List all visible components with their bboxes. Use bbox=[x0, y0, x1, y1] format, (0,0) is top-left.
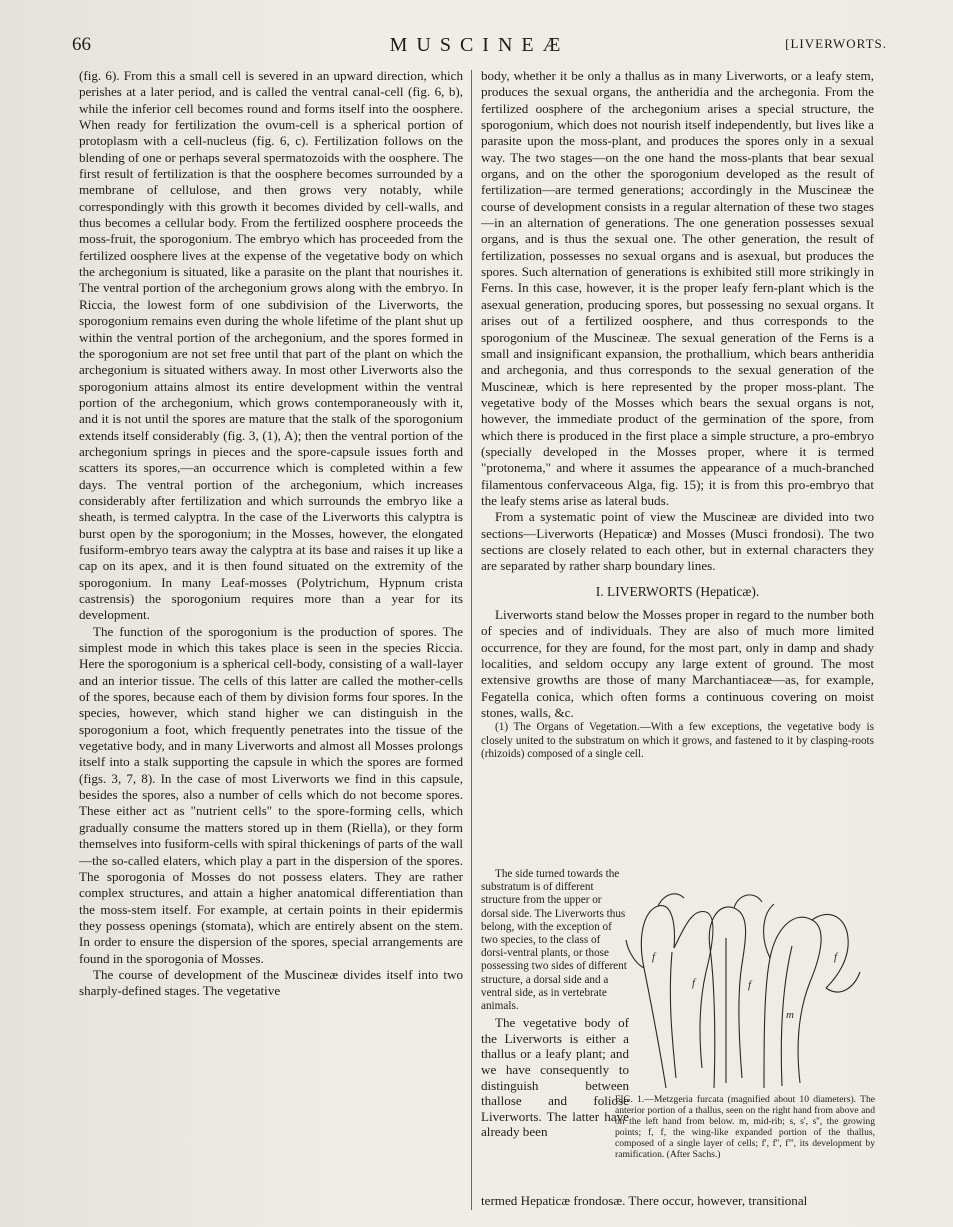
label-f-left: f bbox=[652, 951, 656, 963]
right-column-wrap bbox=[481, 868, 629, 1193]
section-label: [LIVERWORTS. bbox=[785, 36, 887, 51]
right-paragraph-3: Liverworts stand below the Mosses proper in regard to the number both of species and of individuals. They are also of much more limited occurrence, for they are found, for the most part, only in damp and shady localities, and seldom occupy any large extent of ground. The most extensive growths are those of many Marchantiaceæ—as, for example, Fegatella conica, which often forms a continuous covering on moist stones, walls, &c. bbox=[481, 607, 874, 721]
right-paragraph-2: From a systematic point of view the Muscineæ are divided into two sections—Liverworts (Hepaticæ) and Mosses (Musci frondosi). The two sections are closely related to each other, but in external characters they are separated by rather sharp boundary lines. bbox=[481, 509, 874, 574]
label-f-right: f bbox=[834, 951, 838, 963]
right-column bbox=[481, 68, 874, 863]
footnote-dorsiventral: The side turned towards the substratum is of different structure from the upper or dorsal side. The Liverworts thus belong, with the exception of two species, to the class of dorsi-ventral plants, or those possessing two sides of different structure, a dorsal side and a ventral side, as in vertebrate animals. bbox=[481, 868, 627, 1013]
left-paragraph-2: The function of the sporogonium is the production of spores. The simplest mode in which this takes place is seen in the species Riccia. Here the sporogonium is a spherical cell-body, consisting of a wall-layer and an interior tissue. The cells of this latter are called the mother-cells of the spores, because each of them by division forms four spores. In the species, however, which stand higher we can distinguish in the sporogonium a foot, which frequently penetrates into the tissue of the vegetative body, and in many Liverworts and almost all Mosses prolongs itself into a stalk supporting the capsule in which the spores are formed (figs. 3, 7, 8). In the case of most Liverworts we find in this capsule, besides the spores, also a number of cells which do not become spores. These either act as "nutrient cells" to the spore-forming cells, which gradually consume the matters stored up in them (Riella), or they form themselves into fusiform-cells with spiral thickenings of parts of the wall—the so-called elaters, which play a part in the dispersion of the spores. The sporogonia of Mosses do not possess elaters. They are rather complex structures, and attain a higher anatomical differentiation than the moss-stem itself. For example, at certain points in their epidermis they possess openings (stomata), which are entirely absent on the stem. In order to ensure the dispersion of the spores, special arrangements are found in the sporogonia of Mosses. bbox=[79, 623, 463, 966]
right-paragraph-4: The vegetative body of the Liverworts is either a thallus or a leafy plant; and we have consequently to distinguish between thallose and foliose Liverworts. The latter have already been bbox=[481, 1015, 629, 1140]
footnote-organs: (1) The Organs of Vegetation.—With a few exceptions, the vegetative body is closely united to the substratum on which it grows, and fastened to it by clasping-roots (rhizoids) composed of a single cell. bbox=[481, 721, 874, 760]
figure-caption: FIG. 1.—Metzgeria furcata (magnified about 10 diameters). The anterior portion of a thallus, seen on the right hand from above and on the left hand from below. m, mid-rib; s, s', s'', the growing points; f, f, the wing-like expanded portion of the thallus, composed of a single layer of cells; f', f'', f''', its development by ramification. (After Sachs.) bbox=[615, 1094, 875, 1160]
running-header bbox=[72, 34, 887, 60]
section-heading: I. LIVERWORTS (Hepaticæ). bbox=[595, 583, 760, 599]
left-paragraph-1: (fig. 6). From this a small cell is severed in an upward direction, which perishes at a later period, and is called the ventral canal-cell (fig. 6, b), while the inferior cell becomes round and forms itself into the oosphere. When ready for fertilization the ovum-cell is a spherical portion of protoplasm with a cell-nucleus (fig. 6, c). Fertilization follows on the blending of one or perhaps several spermatozoids with the oosphere. The first result of fertilization is that the oosphere becomes surrounded by a membrane of cellulose, and then grows very notably, while correspondingly with this growth it becomes divided by cell-walls, and thus becomes a cellular body. From the fertilized oosphere proceeds the moss-fruit, the sporogonium. The embryo which has proceeded from the fertilized oosphere lives at the expense of the vegetative body on which the archegonium is situated, like a parasite on the plant that nourishes it. The ventral portion of the archegonium grows along with the embryo. In Riccia, the lowest form of one subdivision of the Liverworts, the sporogonium remains even during the whole lifetime of the plant shut up within the ventral portion of the archegonium, and the spores formed in the sporogonium are not set free until that part of the plant on which the archegonium is situated withers away. In most other Liverworts also the sporogonium attains almost its entire development within the ventral portion of the archegonium, which grows contemporaneously with it, and it is not until the spores are mature that the stalk of the sporogonium extends itself considerably (fig. 3, (1), A); then the ventral portion of the archegonium springs in pieces and the spore-capsule issues forth and scatters its spores,—an occurrence which is completed within a few days. The ventral portion of the archegonium, which increases considerably after fertilization and which surrounds the embryo like a sheath, is termed calyptra. In the case of the Liverworts this calyptra is burst open by the sporogonium; in the Mosses, however, the elongated fusiform-embryo tears away the calyptra at its base and raises it up like a cap on its apex, and it is then found situated on the extremity of the sporogonium. In many Leaf-mosses (Polytrichum, Hypnum crista castrensis) the sporogonium requires more than a year for its development. bbox=[79, 68, 463, 623]
label-m: m bbox=[786, 1009, 794, 1021]
right-column-last-line: termed Hepaticæ frondosæ. There occur, however, transitional bbox=[481, 1193, 808, 1208]
column-divider bbox=[471, 70, 472, 1210]
left-column bbox=[79, 68, 463, 1216]
label-f-mid-left: f bbox=[692, 977, 696, 989]
thallus-drawing bbox=[614, 868, 876, 1094]
right-paragraph-1: body, whether it be only a thallus as in many Liverworts, or a leafy stem, produces the sexual organs, the antheridia and the archegonia. From the fertilized oosphere of the archegonium arises a special structure, the sporogonium, which does not nourish itself independently, but lives like a parasite upon the moss-plant, and produces the spores only in a sexual way. The two stages—on the one hand the moss-plants that bear sexual organs, and on the other the sporogonium developed as the result of fertilization—are termed generations; accordingly in the Muscineæ the course of development consists in a regular alternation of these two stages—in an alternation of generations. The one generation possesses sexual organs, and is thus the sexual one. The other generation, the result of fertilization, possesses no sexual organs and is asexual, but produces the spores. Such alternation of generations is exhibited still more strikingly in Ferns. In this case, however, it is the proper leafy fern-plant which is the asexual generation, producing spores, but possessing no sexual organs. It arises out of a fertilized oosphere, and thus corresponds to the sporogonium of the Muscineæ. The sexual generation of the Ferns is a small and insignificant expansion, the prothallium, which bears antheridia and archegonia, and thus corresponds to the sexual generation of the Muscineæ, which is here represented by the proper moss-plant. The vegetative body of the Mosses which bears the sexual organs is not, however, the immediate product of the germination of the spore, from which there is produced in the first place a simple structure, a pro-embryo (specially developed in the Mosses proper, where it is termed "protonema," and where it assumes the appearance of a much-branched filamentous confervaceous Alga, fig. 15); it is from this pro-embryo that the leafy stems arise as lateral buds. bbox=[481, 68, 874, 508]
running-title: MUSCINEÆ bbox=[389, 34, 570, 56]
label-f-mid: f bbox=[748, 979, 752, 991]
page-number: 66 bbox=[72, 34, 91, 55]
left-paragraph-3: The course of development of the Muscineæ divides itself into two sharply-defined stages. The vegetative bbox=[79, 966, 463, 999]
